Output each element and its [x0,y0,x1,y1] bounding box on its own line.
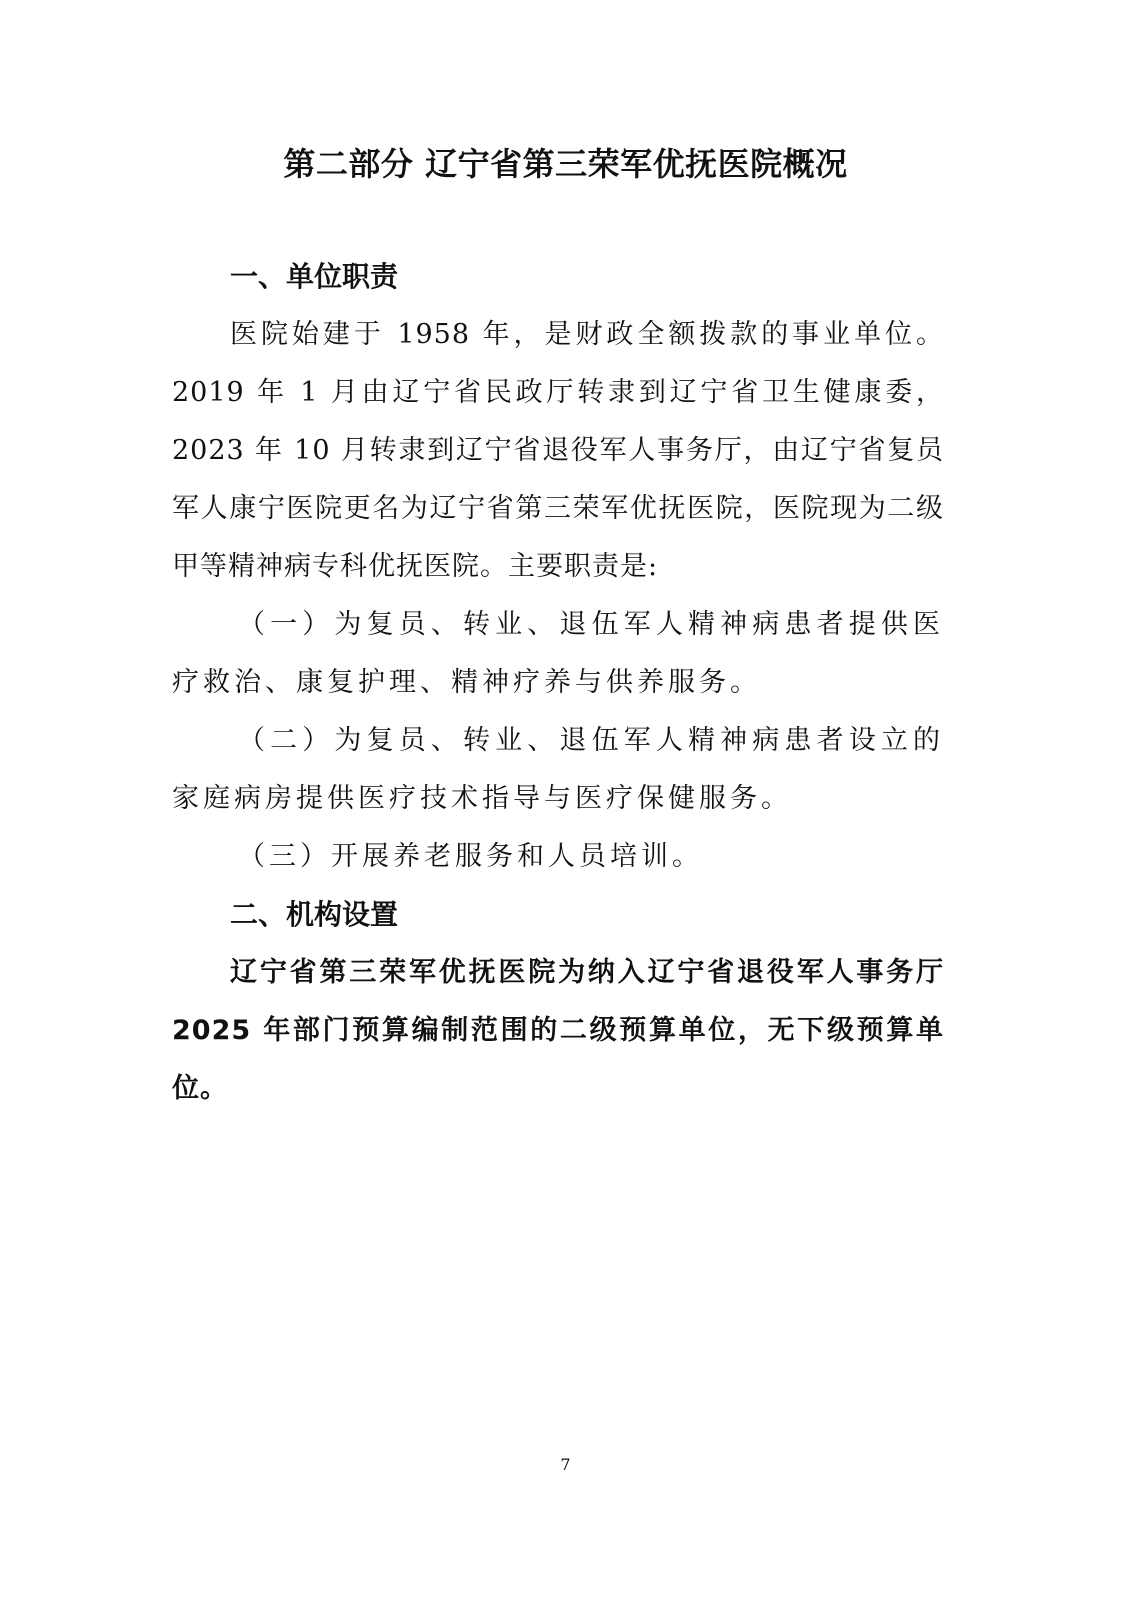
duty-item-2: （二）为复员、转业、退伍军人精神病患者设立的家庭病房提供医疗技术指导与医疗保健服务。 [172,725,944,814]
duty-item-1: （一）为复员、转业、退伍军人精神病患者提供医疗救治、康复护理、精神疗养与供养服务。 [172,609,944,698]
section-heading-duties: 一、单位职责 [230,260,399,293]
page-title: 第二部分 辽宁省第三荣军优抚医院概况 [283,145,848,183]
duties-intro-paragraph: 医院始建于 1958 年，是财政全额拨款的事业单位。2019 年 1 月由辽宁省民政厅转隶到辽宁省卫生健康委，2023 年 10 月转隶到辽宁省退役军人事务厅，由辽宁省复员军人康宁医院更名为辽宁省第三荣军优抚医院，医院现为二级甲等精神病专科优抚医院。主要职责是: [172,319,944,582]
page-content [172,248,944,1118]
section-heading-structure: 二、机构设置 [230,898,399,931]
structure-paragraph: 辽宁省第三荣军优抚医院为纳入辽宁省退役军人事务厅 2025 年部门预算编制范围的二级预算单位，无下级预算单位。 [172,957,944,1104]
duty-item-3: （三）开展养老服务和人员培训。 [238,841,703,872]
page-number: 7 [560,1455,571,1474]
